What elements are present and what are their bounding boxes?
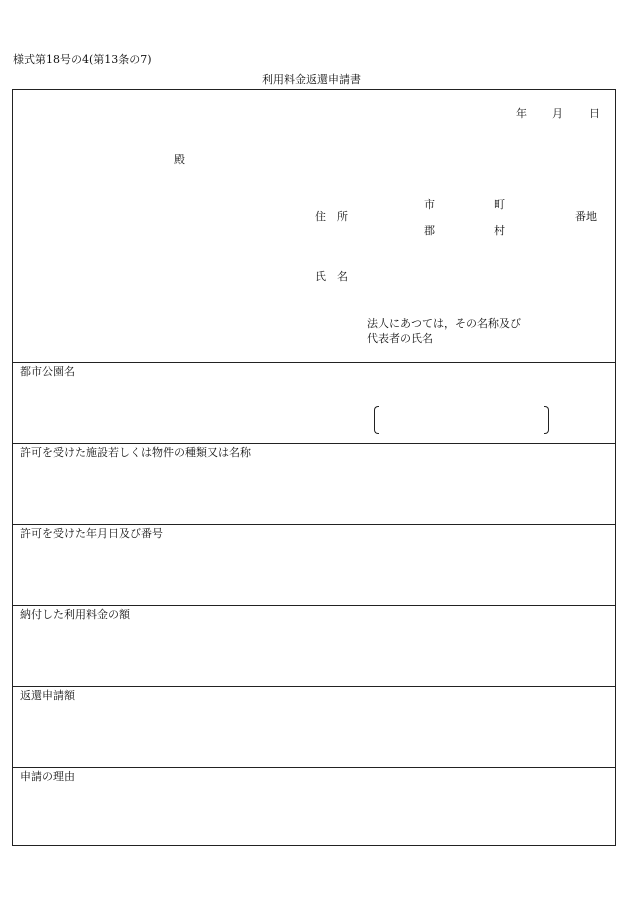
- corporation-note-line1: 法人にあつては，その名称及び: [367, 317, 521, 330]
- row-divider: [13, 524, 615, 525]
- town-label: 町: [494, 198, 505, 211]
- application-form: [12, 89, 616, 846]
- permit-date-number-label: 許可を受けた年月日及び番号: [20, 527, 163, 540]
- addressee-suffix: 殿: [174, 153, 185, 166]
- county-label: 郡: [424, 224, 435, 237]
- note-bracket-left: [374, 406, 379, 434]
- row-divider: [13, 443, 615, 444]
- paid-fee-amount-label: 納付した利用料金の額: [20, 608, 130, 621]
- village-label: 村: [494, 224, 505, 237]
- lot-number-label: 番地: [575, 210, 597, 223]
- park-name-label: 都市公園名: [20, 365, 75, 378]
- date-month-label: 月: [552, 107, 563, 120]
- name-label: 氏 名: [315, 270, 348, 283]
- address-label: 住 所: [315, 210, 348, 223]
- date-year-label: 年: [516, 107, 527, 120]
- row-divider: [13, 605, 615, 606]
- row-divider: [13, 686, 615, 687]
- form-number: 様式第18号の4(第13条の7): [13, 53, 152, 66]
- city-label: 市: [424, 198, 435, 211]
- date-day-label: 日: [589, 107, 600, 120]
- form-title: 利用料金返還申請書: [262, 73, 361, 86]
- row-divider: [13, 362, 615, 363]
- refund-amount-label: 返還申請額: [20, 689, 75, 702]
- reason-label: 申請の理由: [20, 770, 75, 783]
- note-bracket-right: [544, 406, 549, 434]
- corporation-note-line2: 代表者の氏名: [367, 332, 433, 345]
- row-divider: [13, 767, 615, 768]
- facility-type-label: 許可を受けた施設若しくは物件の種類又は名称: [20, 446, 251, 459]
